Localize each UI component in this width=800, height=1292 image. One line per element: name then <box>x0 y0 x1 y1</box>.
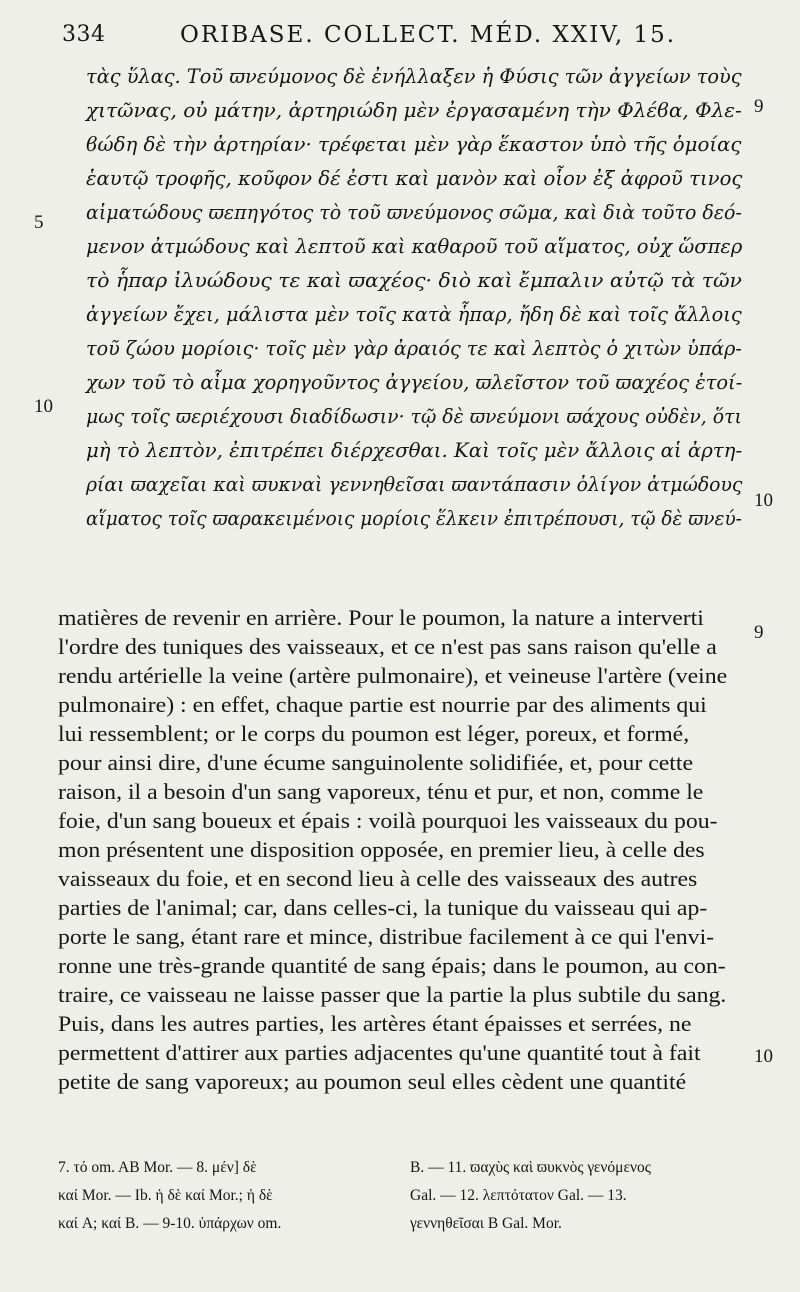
margin-line-number: 9 <box>754 96 764 117</box>
footnote-line: καί Mor. — Ib. ἡ δὲ καί Mor.; ἡ δὲ <box>58 1187 273 1204</box>
french-line: Puis, dans les autres parties, les artères étant épaisses et serrées, ne <box>58 1011 692 1036</box>
french-line: petite de sang vaporeux; au poumon seul elles cèdent une quantité <box>58 1069 687 1094</box>
greek-line: μενον ἀτμώδους καὶ λεπτοῦ καὶ καθαροῦ τοῦ αἵματος, οὐχ ὥσπερ <box>86 234 743 258</box>
footnote-line: Gal. — 12. λεπτότατον Gal. — 13. <box>410 1187 627 1204</box>
footnote-line: καί A; καί B. — 9-10. ὑπάρχων om. <box>58 1215 282 1232</box>
footnote-line: γεννηθεῖσαι B Gal. Mor. <box>410 1215 562 1232</box>
greek-line: ϐώδη δὲ τὴν ἀρτηρίαν· τρέφεται μὲν γὰρ ἕκαστον ὑπὸ τῆς ὁμοίας <box>86 132 742 156</box>
greek-line: ἑαυτῷ τροφῆς, κοῦφον δέ ἐστι καὶ μανὸν καὶ οἷον ἐξ ἀφροῦ τινος <box>86 166 743 190</box>
french-line: ronne une très-grande quantité de sang épais; dans le poumon, au con- <box>58 953 726 978</box>
page-number: 334 <box>62 22 106 47</box>
greek-line: τὰς ὕλας. Τοῦ ϖνεύμονος δὲ ἐνήλλαξεν ἡ Φύσις τῶν ἀγγείων τοὺς <box>86 64 742 88</box>
margin-line-number: 10 <box>34 396 53 417</box>
greek-line: μὴ τὸ λεπτὸν, ἐπιτρέπει διέρχεσθαι. Καὶ τοῖς μὲν ἄλλοις αἱ ἀρτη- <box>86 438 743 462</box>
margin-line-number: 5 <box>34 212 44 233</box>
footnote-line: 7. τό om. AB Mor. — 8. μέν] δὲ <box>58 1159 257 1176</box>
greek-line: τὸ ἧπαρ ἰλυώδους τε καὶ ϖαχέος· διὸ καὶ ἔμπαλιν αὐτῷ τὰ τῶν <box>86 268 742 292</box>
page-header <box>62 18 677 58</box>
greek-line: ἀγγείων ἔχει, μάλιστα μὲν τοῖς κατὰ ἧπαρ, ἤδη δὲ καὶ τοῖς ἄλλοις <box>86 302 742 326</box>
margin-line-number: 10 <box>754 490 773 511</box>
french-line: mon présentent une disposition opposée, en premier lieu, à celle des <box>58 837 705 862</box>
french-line: pour ainsi dire, d'une écume sanguinolente solidifiée, et, pour cette <box>58 750 694 775</box>
footnote-line: B. — 11. ϖαχὺς καὶ ϖυκνὸς γενόμενος <box>410 1159 651 1176</box>
french-line: raison, il a besoin d'un sang vaporeux, ténu et pur, et non, comme le <box>58 779 704 804</box>
greek-line: τοῦ ζώου μορίοις· τοῖς μὲν γὰρ ἀραιός τε καὶ λεπτὸς ὁ χιτὼν ὑπάρ- <box>86 336 742 360</box>
running-head: ORIBASE. COLLECT. MÉD. XXIV, 15. <box>180 22 677 48</box>
french-line: lui ressemblent; or le corps du poumon est léger, poreux, et formé, <box>58 721 690 746</box>
french-line: matières de revenir en arrière. Pour le poumon, la nature a interverti <box>58 605 704 630</box>
margin-line-number: 9 <box>754 622 764 643</box>
margin-line-number: 10 <box>754 1046 773 1067</box>
french-line: traire, ce vaisseau ne laisse passer que la partie la plus subtile du sang. <box>58 982 727 1007</box>
french-line: porte le sang, étant rare et mince, distribue facilement à ce qui l'envi- <box>58 924 715 949</box>
greek-line: μως τοῖς ϖεριέχουσι διαδίδωσιν· τῷ δὲ ϖνεύμονι ϖάχους οὐδὲν, ὅτι <box>86 404 742 428</box>
french-line: pulmonaire) : en effet, chaque partie est nourrie par des aliments qui <box>58 692 707 717</box>
greek-line: αἱματώδους ϖεπηγότος τὸ τοῦ ϖνεύμονος σῶμα, καὶ διὰ τοῦτο δεό- <box>86 200 742 224</box>
french-line: parties de l'animal; car, dans celles-ci, la tunique du vaisseau qui ap- <box>58 895 708 920</box>
greek-line: ρίαι ϖαχεῖαι καὶ ϖυκναὶ γεννηθεῖσαι ϖαντάπασιν ὀλίγον ἀτμώδους <box>86 472 743 496</box>
french-line: vaisseaux du foie, et en second lieu à celle des vaisseaux des autres <box>58 866 698 891</box>
greek-line: χιτῶνας, οὐ μάτην, ἀρτηριώδη μὲν ἐργασαμένη τὴν Φλέϐα, Φλε- <box>86 98 742 122</box>
french-line: l'ordre des tuniques des vaisseaux, et ce n'est pas sans raison qu'elle a <box>58 634 717 659</box>
french-line: permettent d'attirer aux parties adjacentes qu'une quantité tout à fait <box>58 1040 701 1065</box>
french-line: rendu artérielle la veine (artère pulmonaire), et veineuse l'artère (veine <box>58 663 728 688</box>
french-line: foie, d'un sang boueux et épais : voilà pourquoi les vaisseaux du pou- <box>58 808 718 833</box>
greek-line: αἵματος τοῖς ϖαρακειμένοις μορίοις ἕλκειν ἐπιτρέπουσι, τῷ δὲ ϖνεύ- <box>86 506 742 530</box>
greek-line: χων τοῦ τὸ αἷμα χορηγοῦντος ἀγγείου, ϖλεῖστον τοῦ ϖαχέος ἑτοί- <box>86 370 743 394</box>
